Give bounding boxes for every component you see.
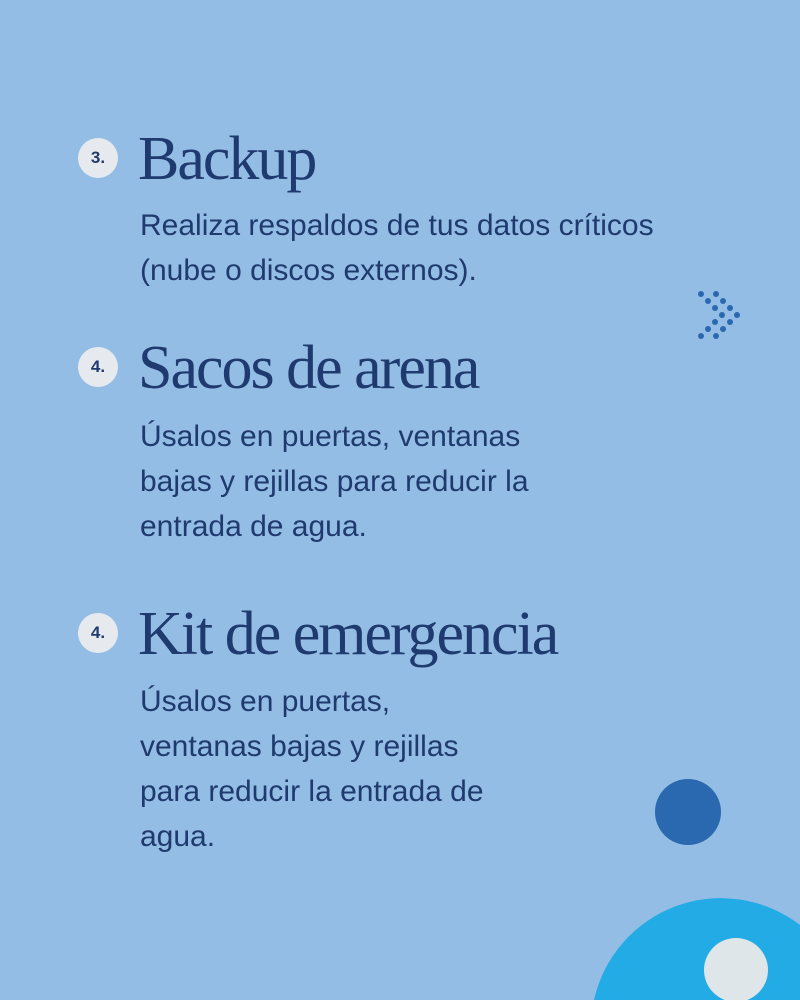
item-description: Úsalos en puertas, ventanas bajas y rejillas para reducir la entrada de agua. xyxy=(140,420,529,543)
item-title: Kit de emergencia xyxy=(138,600,558,668)
item-title: Sacos de arena xyxy=(138,334,479,402)
item-description: Úsalos en puertas, ventanas bajas y rejillas para reducir la entrada de agua. xyxy=(140,685,484,853)
dark-blue-circle xyxy=(655,779,721,845)
pale-circle xyxy=(704,938,768,1000)
step-number-badge: 4. xyxy=(78,613,118,653)
double-chevron-right-icon xyxy=(694,288,754,344)
item-title: Backup xyxy=(138,125,316,193)
step-number-badge: 4. xyxy=(78,347,118,387)
item-description: Realiza respaldos de tus datos críticos (nube o discos externos). xyxy=(140,209,654,287)
light-blue-half-circle xyxy=(594,898,800,1000)
step-number-badge: 3. xyxy=(78,138,118,178)
